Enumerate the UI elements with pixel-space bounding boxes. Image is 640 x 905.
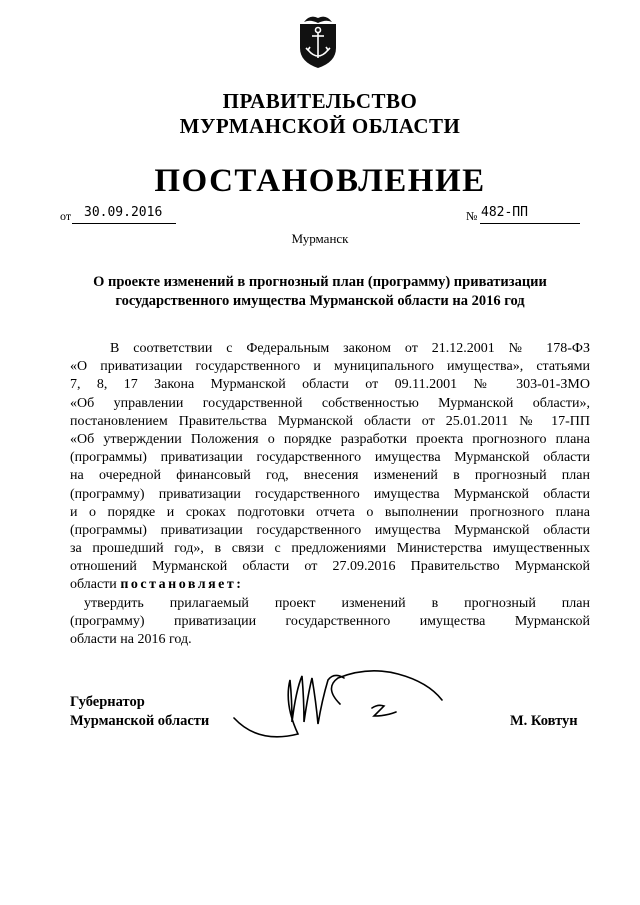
handwritten-signature: [228, 660, 468, 750]
document-type-title: ПОСТАНОВЛЕНИЕ: [154, 163, 486, 199]
body-line: постановлением Правительства Мурманской области от 25.01.2011 № 17-ПП: [70, 413, 590, 429]
body-line: за прошедший год», в связи с предложениями Министерства имущественных: [70, 541, 590, 557]
body-line: на очередной финансовый год, внесения изменений в прогнозный план: [70, 468, 590, 484]
last-line-prefix: области: [70, 577, 117, 593]
position-line1: Губернатор: [70, 694, 145, 710]
resolve-word: постановляет:: [120, 577, 244, 593]
body-line: «Об утверждении Положения о порядке разработки проекта прогнозного плана: [70, 431, 590, 447]
subject-line1: О проекте изменений в прогнозный план (программу) приватизации: [93, 274, 547, 290]
coat-of-arms-icon: [296, 14, 340, 70]
date-prefix: от: [60, 209, 72, 223]
signatory-position: [70, 693, 209, 731]
body-line: «О приватизации государственного и муниципального имущества», статьями: [70, 359, 590, 375]
body-line: В соответствии с Федеральным законом от 21.12.2001 № 178-ФЗ: [110, 341, 590, 356]
number-prefix: №: [466, 209, 478, 223]
body-line: (программы) приватизации государственного имущества Мурманской области: [70, 522, 590, 538]
decision-line: утвердить прилагаемый проект изменений в прогнозный план: [84, 595, 590, 611]
body-line: отношений Мурманской области от 27.09.2016 Правительство Мурманской: [70, 559, 590, 575]
document-date: 30.09.2016: [84, 205, 163, 220]
document-subject: [70, 273, 570, 311]
body-line: и о порядке и сроках подготовки отчета о выполнении прогнозного плана: [70, 504, 590, 520]
body-line: (программу) приватизации государственного имущества Мурманской области: [70, 486, 590, 502]
city-name: Мурманск: [291, 231, 349, 246]
subject-line2: государственного имущества Мурманской области на 2016 год: [115, 293, 525, 309]
body-line: (программы) приватизации государственного имущества Мурманской области: [70, 450, 590, 466]
position-line2: Мурманской области: [70, 713, 210, 729]
body-line: «Об управлении государственной собственностью Мурманской области»,: [70, 395, 590, 411]
document-number: 482-ПП: [481, 205, 528, 220]
decision-line: (программу) приватизации государственного имущества Мурманской: [70, 613, 590, 629]
decision-line: области на 2016 год.: [70, 632, 192, 647]
government-title-line1: ПРАВИТЕЛЬСТВО: [222, 89, 418, 113]
body-line-resolve: [70, 576, 590, 594]
government-title-line2: МУРМАНСКОЙ ОБЛАСТИ: [179, 114, 461, 138]
signatory-name: М. Ковтун: [510, 713, 578, 729]
document-body: [70, 340, 590, 649]
body-line: 7, 8, 17 Закона Мурманской области от 09.11.2001 № 303-01-ЗМО: [70, 377, 590, 393]
